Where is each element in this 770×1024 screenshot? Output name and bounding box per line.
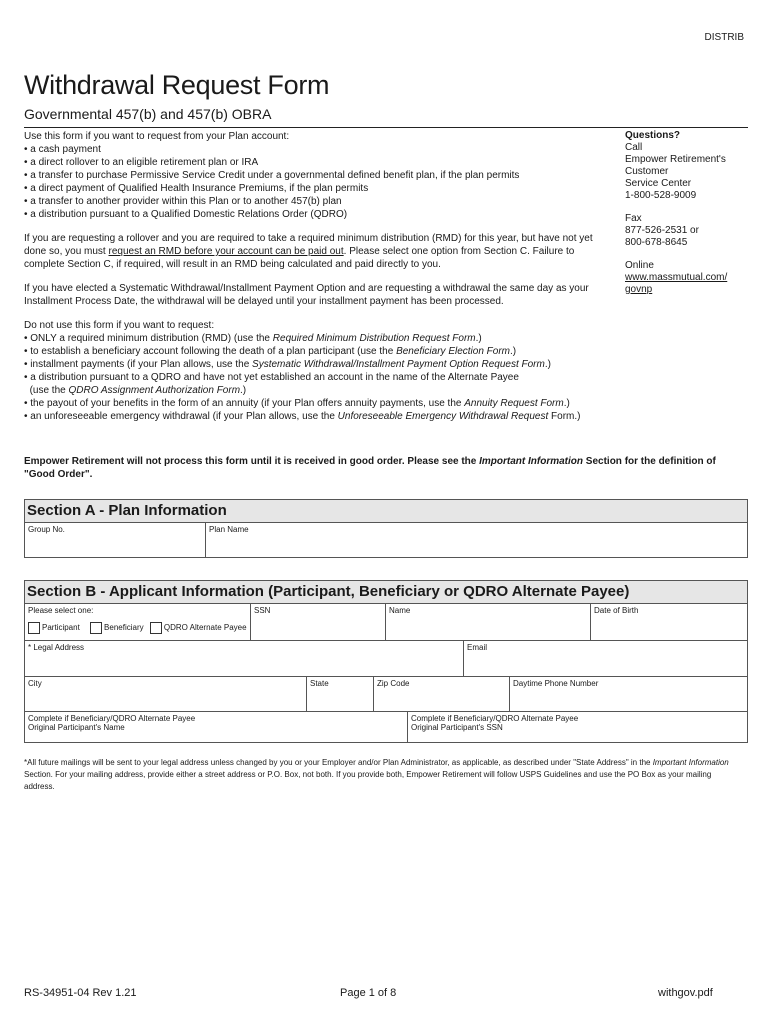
fax-label: Fax	[625, 213, 642, 224]
website-link[interactable]: www.massmutual.com/ govnp	[625, 272, 728, 295]
donot-list-item: • the payout of your benefits in the form of an annuity (if your Plan offers annuity payments, use the Annuity Request Form.)	[24, 398, 570, 409]
good-order-notice: Empower Retirement will not process this form until it is received in good order. Please see the Important Information Section for the definition of "Good Order".	[24, 456, 716, 480]
header-rule	[24, 127, 748, 128]
name-field[interactable]: Name	[385, 604, 590, 640]
use-list-item: • a direct rollover to an eligible retirement plan or IRA	[24, 157, 259, 168]
page-subtitle: Governmental 457(b) and 457(b) OBRA	[24, 106, 272, 122]
page-title: Withdrawal Request Form	[24, 70, 330, 100]
section-a-grid	[24, 522, 748, 558]
contact-sidebar	[625, 130, 755, 296]
rmd-paragraph: If you are requesting a rollover and you are required to take a required minimum distribution (RMD) for this year, but have not yet done so, you must request an RMD before your account can be paid out. Please select one option from Section C. Failure to complete Section C, if required, will result in an RMD being calculated and paid directly to you.	[24, 233, 593, 270]
donot-list-item: (use the QDRO Assignment Authorization Form.)	[24, 385, 247, 396]
qdro-checkbox[interactable]	[150, 622, 162, 634]
donot-heading: Do not use this form if you want to request:	[24, 320, 215, 331]
section-a-header: Section A - Plan Information	[24, 499, 748, 523]
rmd-link[interactable]: request an RMD before your account can be paid out	[108, 246, 344, 257]
section-b-header: Section B - Applicant Information (Participant, Beneficiary or QDRO Alternate Payee)	[24, 580, 748, 604]
original-participant-ssn-field[interactable]: Complete if Beneficiary/QDRO Alternate Payee Original Participant's SSN	[407, 711, 747, 742]
dob-field[interactable]: Date of Birth	[590, 604, 747, 640]
group-no-field[interactable]: Group No.	[28, 525, 65, 534]
donot-list-item: • to establish a beneficiary account following the death of a plan participant (use the Beneficiary Election Form.)	[24, 346, 517, 357]
donot-list-item: • installment payments (if your Plan allows, use the Systematic Withdrawal/Installment Payment Option Request Form.)	[24, 359, 551, 370]
use-list-item: • a direct payment of Qualified Health Insurance Premiums, if the plan permits	[24, 183, 369, 194]
swp-paragraph: If you have elected a Systematic Withdrawal/Installment Payment Option and are requesting a withdrawal the same day as your Installment Process Date, the withdrawal will be delayed until your installment payment has been processed.	[24, 283, 589, 307]
form-code: RS-34951-04 Rev 1.21	[24, 987, 137, 999]
legal-address-field[interactable]: * Legal Address	[25, 640, 463, 676]
use-list-item: • a distribution pursuant to a Qualified Domestic Relations Order (QDRO)	[24, 209, 348, 220]
page-number: Page 1 of 8	[340, 987, 397, 999]
ssn-field[interactable]: SSN	[250, 604, 385, 640]
zip-field[interactable]: Zip Code	[373, 676, 509, 711]
legal-address-footnote: *All future mailings will be sent to your legal address unless changed by you or your Employer and/or Plan Administrator, as applicable, as described under "State Address" in the Important Information Section. For your mailing address, provide either a street address or P.O. Box, not both. If you provide both, Empower Retirement will follow USPS Guidelines and use the PO Box as your mailing address.	[24, 758, 729, 791]
use-list	[24, 143, 614, 221]
use-list-item: • a transfer to another provider within this Plan or to another 457(b) plan	[24, 196, 342, 207]
participant-checkbox[interactable]	[28, 622, 40, 634]
original-participant-name-field[interactable]: Complete if Beneficiary/QDRO Alternate Payee Original Participant's Name	[25, 711, 407, 742]
intro-text	[24, 130, 614, 423]
phone-field[interactable]: Daytime Phone Number	[509, 676, 747, 711]
donot-list-item: • an unforeseeable emergency withdrawal (if your Plan allows, use the Unforeseeable Emergency Withdrawal Request Form.)	[24, 411, 581, 422]
applicant-type-group: Please select one: Participant Beneficiary QDRO Alternate Payee	[28, 606, 247, 633]
donot-list	[24, 332, 614, 423]
questions-heading: Questions?	[625, 130, 681, 141]
org-line-2: Customer	[625, 166, 669, 177]
online-label: Online	[625, 260, 654, 271]
donot-list-item: • a distribution pursuant to a QDRO and have not yet established an account in the name of the Alternate Payee	[24, 372, 519, 383]
org-line-3: Service Center	[625, 178, 692, 189]
phone-number: 1-800-528-9009	[625, 190, 697, 201]
call-label: Call	[625, 142, 643, 153]
form-code-tag: DISTRIB	[704, 32, 744, 43]
beneficiary-checkbox[interactable]	[90, 622, 102, 634]
fax-number-2: 800-678-8645	[625, 237, 688, 248]
file-name: withgov.pdf	[658, 987, 713, 999]
use-list-item: • a cash payment	[24, 144, 101, 155]
use-heading: Use this form if you want to request from your Plan account:	[24, 131, 290, 142]
fax-number-1: 877-526-2531 or	[625, 225, 699, 236]
email-field[interactable]: Email	[463, 640, 747, 676]
section-b-grid	[24, 603, 748, 743]
org-line-1: Empower Retirement's	[625, 154, 726, 165]
state-field[interactable]: State	[306, 676, 373, 711]
plan-name-field[interactable]: Plan Name	[205, 523, 747, 557]
donot-list-item: • ONLY a required minimum distribution (RMD) (use the Required Minimum Distribution Request Form.)	[24, 333, 482, 344]
use-list-item: • a transfer to purchase Permissive Service Credit under a governmental defined benefit plan, if the plan permits	[24, 170, 520, 181]
city-field[interactable]: City	[25, 676, 306, 711]
